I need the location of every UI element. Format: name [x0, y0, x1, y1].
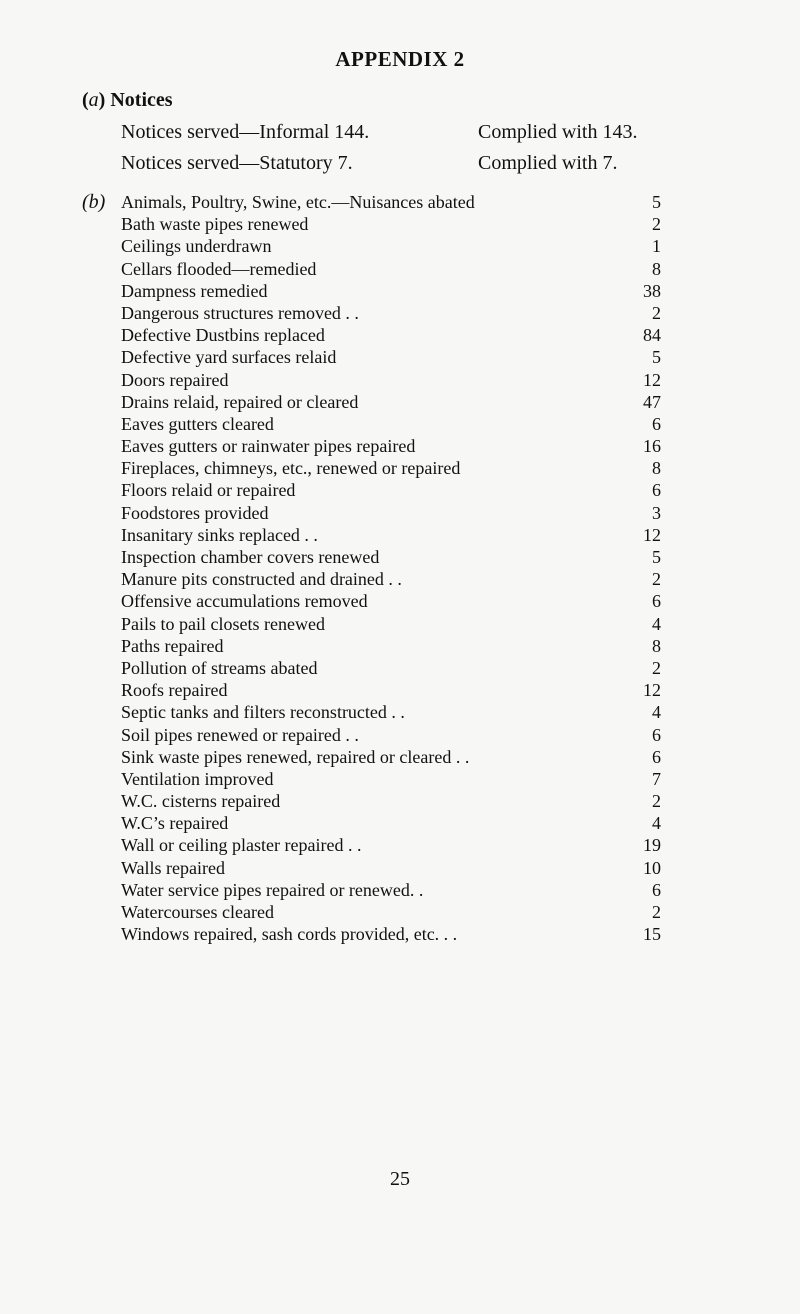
notices-served-informal: Notices served—Informal 144. [121, 121, 370, 143]
list-item [121, 546, 661, 568]
page-title: APPENDIX 2 [335, 47, 465, 71]
list-item [121, 213, 661, 235]
list-item [121, 613, 661, 635]
item-value: 2 [652, 902, 661, 922]
item-label: Doors repaired [121, 369, 229, 390]
item-value: 84 [643, 325, 661, 346]
item-value: 8 [652, 258, 661, 279]
item-value: 2 [652, 791, 661, 812]
item-label: W.C’s repaired [121, 813, 229, 834]
item-label: W.C. cisterns repaired [121, 791, 281, 812]
section-b-label: (b) [82, 191, 106, 213]
section-a-paren-open: ( [82, 89, 89, 111]
item-value: 5 [652, 192, 661, 212]
item-value: 19 [643, 835, 661, 856]
list-item [121, 324, 661, 346]
item-label: Foodstores provided [121, 502, 269, 523]
item-value: 2 [652, 302, 661, 323]
page-number: 25 [390, 1168, 410, 1190]
list-item [121, 302, 661, 324]
item-label: Dangerous structures removed . . [121, 302, 359, 323]
item-label: Watercourses cleared [121, 902, 274, 922]
item-label: Paths repaired [121, 635, 224, 656]
item-label: Soil pipes renewed or repaired . . [121, 724, 359, 745]
item-label: Pails to pail closets renewed [121, 613, 325, 634]
list-item [121, 391, 661, 413]
complied-informal: Complied with 143. [478, 121, 638, 143]
item-label: Septic tanks and filters reconstructed . . [121, 702, 405, 723]
item-label: Ventilation improved [121, 768, 274, 789]
list-item [121, 834, 661, 856]
item-value: 38 [643, 280, 661, 301]
list-item [121, 258, 661, 280]
list-item [121, 790, 661, 812]
item-value: 6 [652, 879, 661, 900]
item-value: 10 [643, 857, 661, 878]
item-value: 6 [652, 413, 661, 434]
list-item [121, 568, 661, 590]
item-label: Animals, Poultry, Swine, etc.—Nuisances abated [121, 192, 475, 212]
item-value: 4 [652, 613, 661, 634]
item-label: Windows repaired, sash cords provided, etc. . . [121, 924, 458, 945]
section-a-heading [82, 89, 173, 112]
item-label: Bath waste pipes renewed [121, 214, 309, 235]
item-label: Fireplaces, chimneys, etc., renewed or repaired [121, 458, 461, 479]
list-item [121, 413, 661, 435]
list-item [121, 812, 661, 834]
list-item [121, 280, 661, 302]
item-label: Drains relaid, repaired or cleared [121, 391, 359, 412]
list-item [121, 879, 661, 901]
item-label: Manure pits constructed and drained . . [121, 569, 402, 590]
section-a-paren-close: ) [98, 89, 106, 111]
item-value: 16 [643, 436, 661, 457]
item-label: Wall or ceiling plaster repaired . . [121, 835, 362, 856]
item-value: 5 [652, 347, 661, 368]
item-label: Walls repaired [121, 857, 226, 878]
section-a-letter: a [88, 89, 99, 111]
item-label: Roofs repaired [121, 680, 228, 701]
item-value: 4 [652, 702, 661, 723]
notices-served-statutory: Notices served—Statutory 7. [121, 152, 353, 174]
item-label: Eaves gutters cleared [121, 413, 274, 434]
complied-statutory: Complied with 7. [478, 152, 618, 174]
item-label: Defective Dustbins replaced [121, 325, 325, 346]
list-item [121, 857, 661, 879]
item-value: 15 [643, 924, 661, 945]
item-value: 12 [643, 680, 661, 701]
list-item [121, 346, 661, 368]
list-item [121, 191, 661, 213]
list-item [121, 768, 661, 790]
list-item [121, 457, 661, 479]
section-a-title: Notices [110, 89, 173, 111]
list-item [121, 590, 661, 612]
list-item [121, 701, 661, 723]
list-item [121, 901, 661, 923]
item-value: 12 [643, 369, 661, 390]
item-label: Offensive accumulations removed [121, 591, 368, 612]
list-item [121, 635, 661, 657]
item-value: 6 [652, 591, 661, 612]
list-item [121, 502, 661, 524]
item-value: 12 [643, 524, 661, 545]
list-item [121, 657, 661, 679]
item-label: Inspection chamber covers renewed [121, 547, 380, 567]
list-item [121, 724, 661, 746]
item-value: 8 [652, 635, 661, 656]
item-value: 47 [643, 391, 661, 412]
item-label: Floors relaid or repaired [121, 480, 296, 501]
item-label: Insanitary sinks replaced . . [121, 524, 318, 545]
list-item [121, 679, 661, 701]
item-value: 6 [652, 724, 661, 745]
item-value: 2 [652, 214, 661, 235]
item-label: Water service pipes repaired or renewed. . [121, 879, 424, 900]
item-value: 6 [652, 480, 661, 501]
item-label: Defective yard surfaces relaid [121, 347, 337, 368]
item-value: 8 [652, 458, 661, 479]
item-value: 4 [652, 813, 661, 834]
item-label: Dampness remedied [121, 280, 268, 301]
item-value: 2 [652, 569, 661, 590]
item-value: 3 [652, 502, 661, 523]
item-value: 5 [652, 547, 661, 567]
item-label: Eaves gutters or rainwater pipes repaired [121, 436, 416, 457]
item-value: 2 [652, 657, 661, 678]
item-label: Cellars flooded—remedied [121, 258, 317, 279]
list-item [121, 369, 661, 391]
item-value: 1 [652, 236, 661, 257]
item-value: 7 [652, 768, 661, 789]
item-label: Sink waste pipes renewed, repaired or cleared . . [121, 746, 470, 767]
list-item [121, 435, 661, 457]
item-label: Ceilings underdrawn [121, 236, 272, 257]
list-item [121, 923, 661, 945]
list-item [121, 235, 661, 257]
works-list [121, 191, 661, 945]
list-item [121, 479, 661, 501]
item-value: 6 [652, 746, 661, 767]
list-item [121, 746, 661, 768]
item-label: Pollution of streams abated [121, 657, 318, 678]
list-item [121, 524, 661, 546]
